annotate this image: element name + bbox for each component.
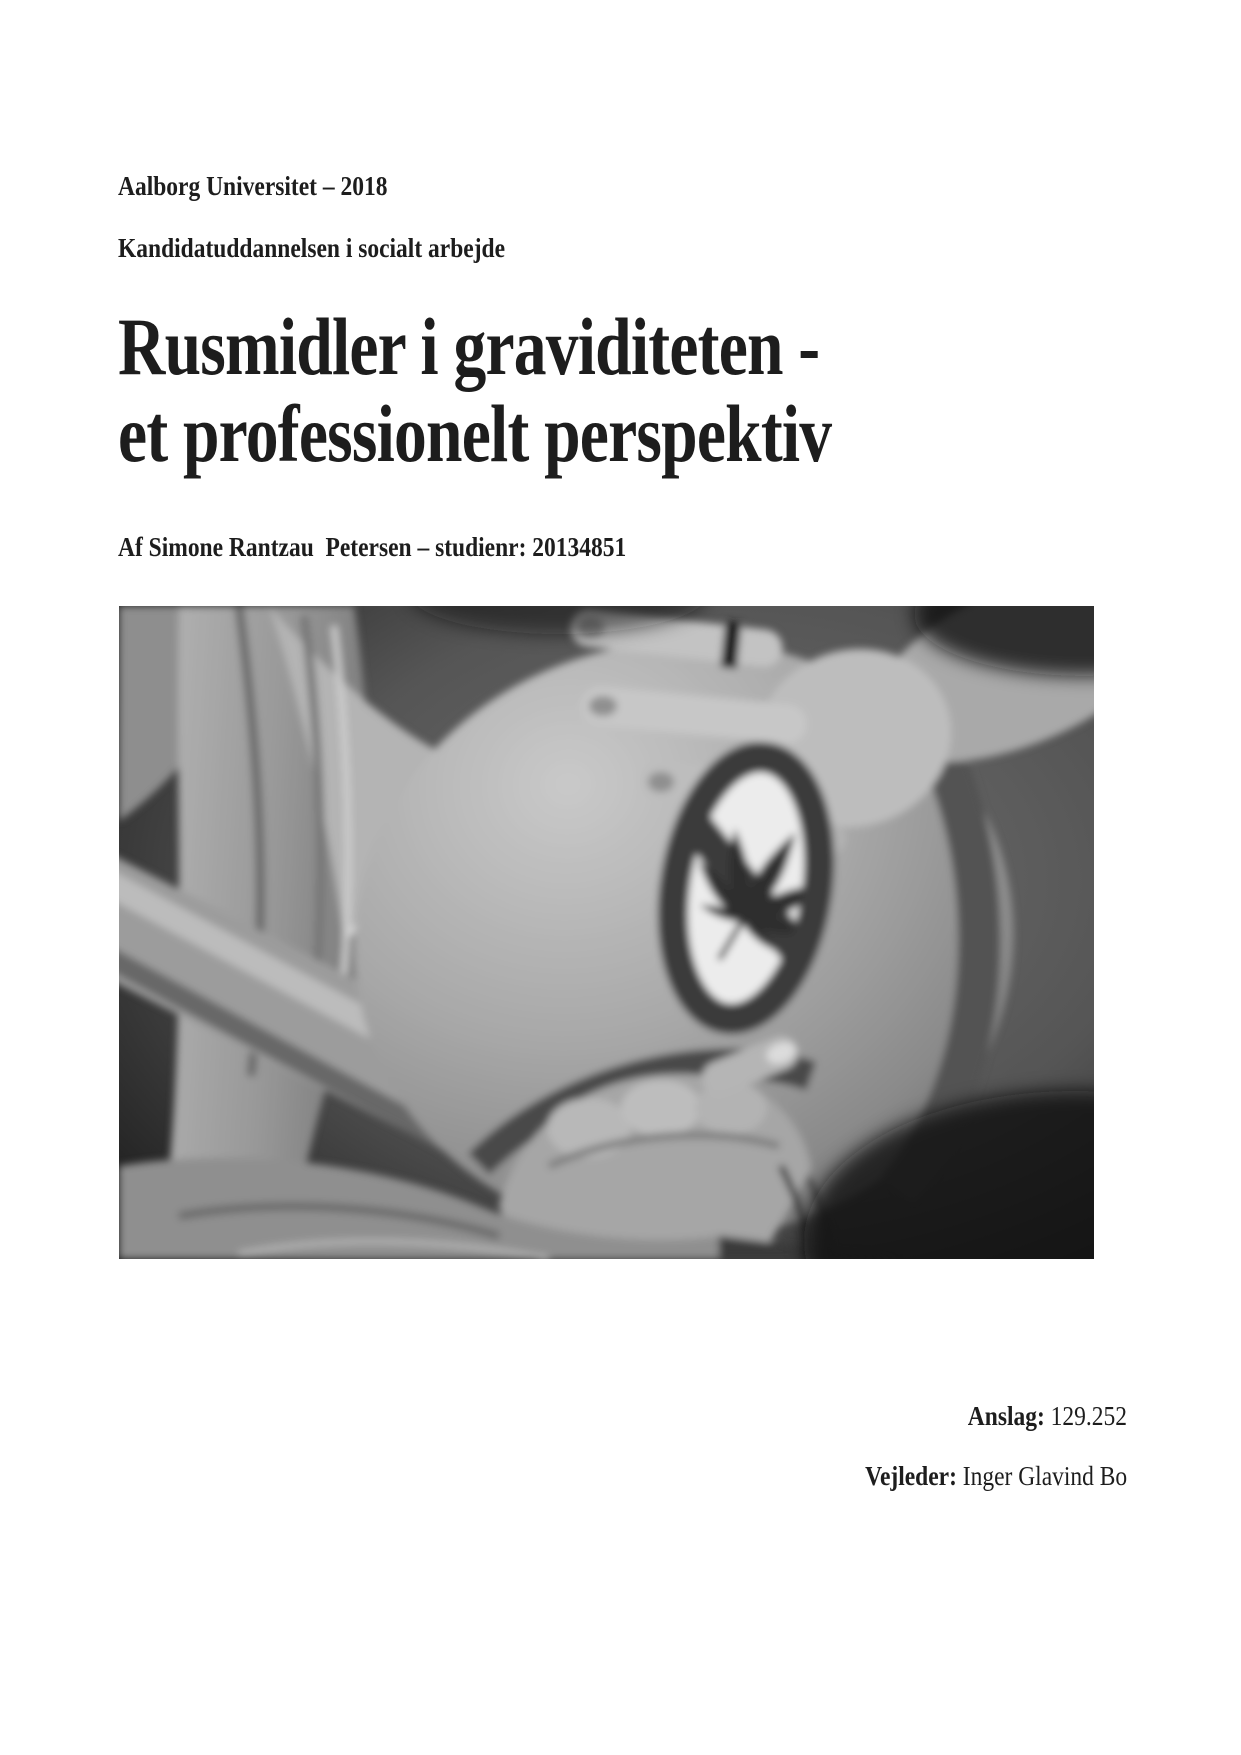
institution-line: Aalborg Universitet – 2018 xyxy=(118,171,388,201)
thesis-title-line1: Rusmidler i graviditeten - xyxy=(118,301,820,392)
thesis-title-line2: et professionelt perspektiv xyxy=(118,388,832,479)
anslag-label: Anslag: xyxy=(967,1401,1045,1431)
supervisor-line xyxy=(865,1463,1127,1490)
vejleder-label: Vejleder: xyxy=(864,1461,957,1491)
character-count-line xyxy=(968,1403,1127,1430)
author-line: Af Simone Rantzau Petersen – studienr: 20134851 xyxy=(118,532,627,562)
painted-fingernail xyxy=(648,772,674,792)
thesis-title xyxy=(118,303,831,477)
anslag-value: 129.252 xyxy=(1044,1401,1127,1431)
vejleder-value: Inger Glavind Bo xyxy=(956,1461,1127,1491)
cover-photo-svg xyxy=(119,606,1094,1259)
cover-photo xyxy=(119,606,1094,1259)
program-line: Kandidatuddannelsen i socialt arbejde xyxy=(118,233,506,263)
painted-fingernail xyxy=(589,696,617,716)
